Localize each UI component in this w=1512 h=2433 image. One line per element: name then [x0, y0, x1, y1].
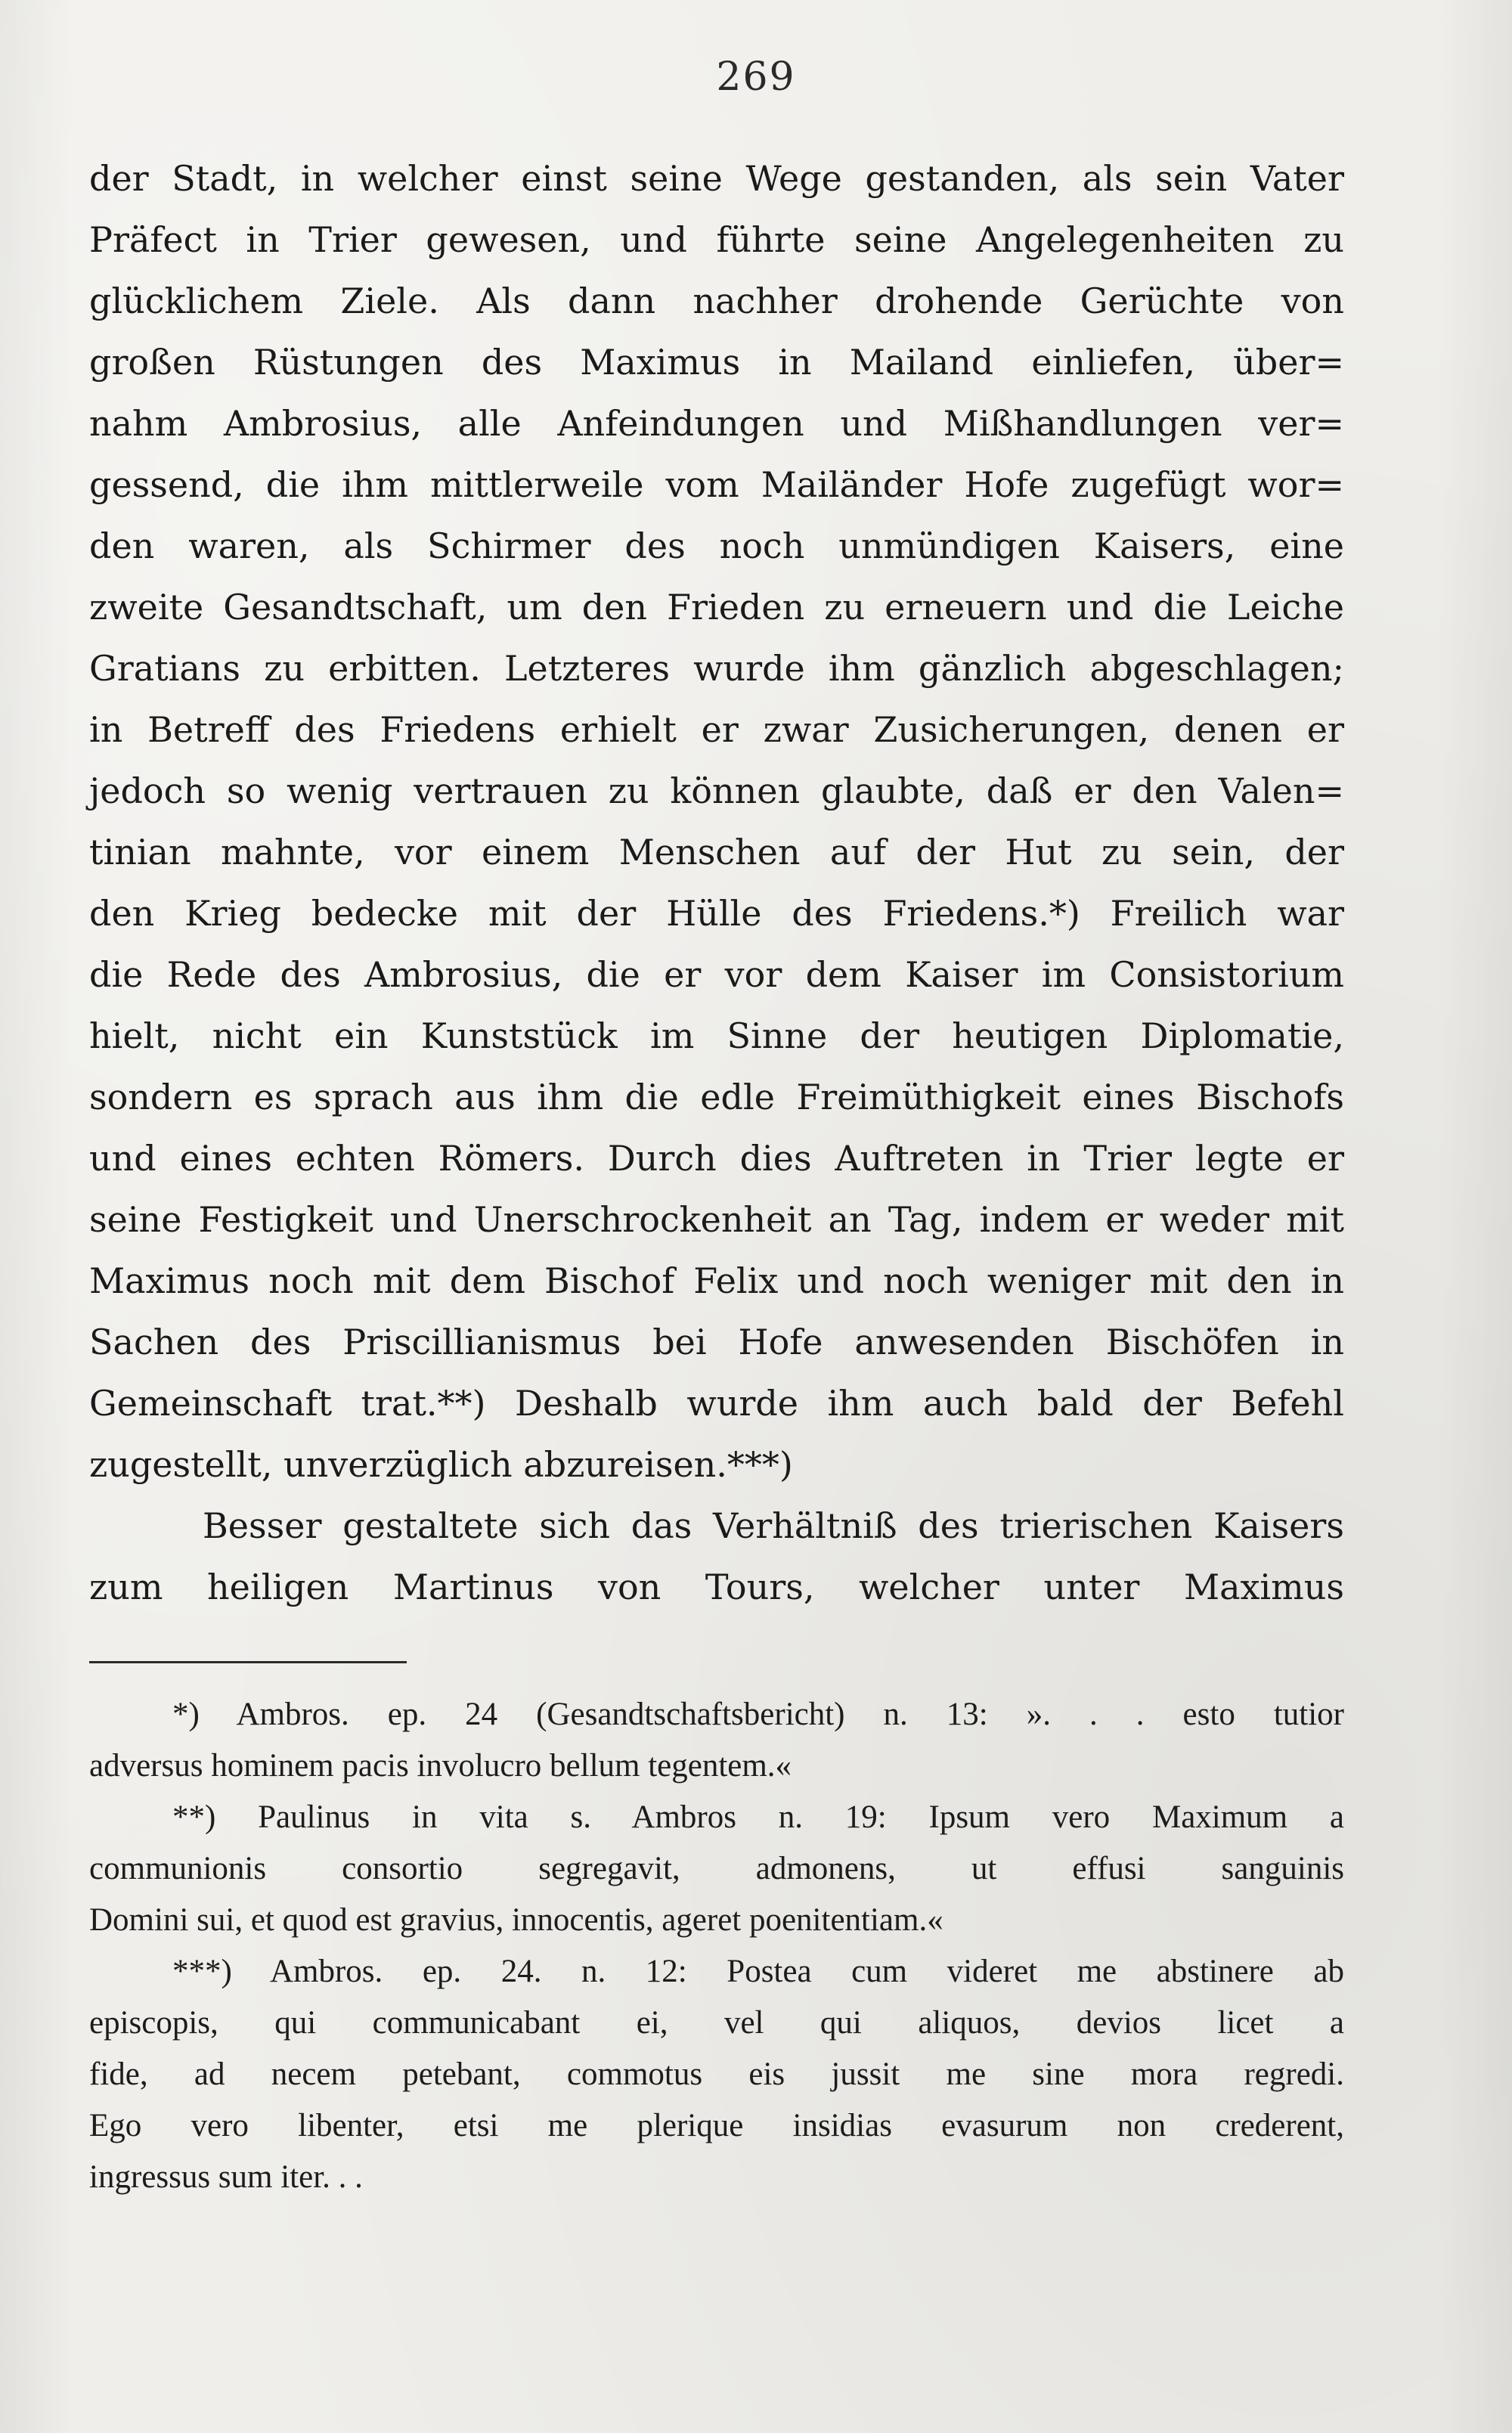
- text-line: Präfect in Trier gewesen, und führte seine Angelegenheiten zu: [89, 219, 1344, 260]
- footnote-line: **) Paulinus in vita s. Ambros n. 19: Ipsum vero Maximum a: [172, 1799, 1344, 1835]
- text-line: großen Rüstungen des Maximus in Mailand einliefen, über=: [89, 342, 1344, 383]
- paragraph-end-line: zugestellt, unverzüglich abzureisen.***): [89, 1444, 793, 1485]
- text-line: Maximus noch mit dem Bischof Felix und noch weniger mit den in: [89, 1260, 1344, 1301]
- footnote-line: episcopis, qui communicabant ei, vel qui aliquos, devios licet a: [89, 2005, 1344, 2041]
- footnote-line: fide, ad necem petebant, commotus eis jussit me sine mora regredi.: [89, 2056, 1344, 2092]
- footnote-divider: [89, 1661, 407, 1663]
- footnote-1: [89, 1689, 1344, 1792]
- text-line: Sachen des Priscillianismus bei Hofe anwesenden Bischöfen in: [89, 1322, 1344, 1362]
- footnote-line: adversus hominem pacis involucro bellum tegentem.«: [89, 1748, 792, 1784]
- text-line: tinian mahnte, vor einem Menschen auf der Hut zu sein, der: [89, 832, 1344, 872]
- text-line: sondern es sprach aus ihm die edle Freimüthigkeit eines Bischofs: [89, 1077, 1344, 1117]
- footnotes: [89, 1689, 1344, 2203]
- footnote-line: *) Ambros. ep. 24 (Gesandtschaftsbericht) n. 13: ». . . esto tutior: [172, 1697, 1344, 1732]
- text-line: zum heiligen Martinus von Tours, welcher unter Maximus: [89, 1567, 1344, 1607]
- footnote-line: communionis consortio segregavit, admonens, ut effusi sanguinis: [89, 1851, 1344, 1886]
- footnote-2: [89, 1792, 1344, 1946]
- paragraph-start-line: Besser gestaltete sich das Verhältniß des trierischen Kaisers: [203, 1505, 1344, 1546]
- text-line: hielt, nicht ein Kunststück im Sinne der heutigen Diplomatie,: [89, 1015, 1344, 1056]
- footnote-line: ingressus sum iter. . .: [89, 2159, 363, 2195]
- text-line: zweite Gesandtschaft, um den Frieden zu erneuern und die Leiche: [89, 587, 1344, 628]
- text-line: glücklichem Ziele. Als dann nachher drohende Gerüchte von: [89, 280, 1344, 321]
- text-line: gessend, die ihm mittlerweile vom Mailänder Hofe zugefügt wor=: [89, 464, 1344, 505]
- text-line: in Betreff des Friedens erhielt er zwar Zusicherungen, denen er: [89, 709, 1344, 750]
- footnote-line: Domini sui, et quod est gravius, innocentis, ageret poenitentiam.«: [89, 1902, 943, 1938]
- text-line: den waren, als Schirmer des noch unmündigen Kaisers, eine: [89, 525, 1344, 566]
- footnote-line: ***) Ambros. ep. 24. n. 12: Postea cum videret me abstinere ab: [172, 1954, 1344, 1989]
- text-line: nahm Ambrosius, alle Anfeindungen und Mißhandlungen ver=: [89, 403, 1344, 444]
- text-line: jedoch so wenig vertrauen zu können glaubte, daß er den Valen=: [89, 770, 1344, 811]
- footnote-line: Ego vero libenter, etsi me plerique insidias evasurum non crederent,: [89, 2108, 1344, 2143]
- text-line: Gratians zu erbitten. Letzteres wurde ihm gänzlich abgeschlagen;: [89, 648, 1344, 689]
- text-line: der Stadt, in welcher einst seine Wege gestanden, als sein Vater: [89, 158, 1344, 199]
- page-number: 269: [716, 54, 796, 100]
- text-line: Gemeinschaft trat.**) Deshalb wurde ihm auch bald der Befehl: [89, 1383, 1344, 1424]
- footnote-3: [89, 1946, 1344, 2203]
- text-line: seine Festigkeit und Unerschrockenheit an Tag, indem er weder mit: [89, 1199, 1344, 1240]
- text-line: die Rede des Ambrosius, die er vor dem Kaiser im Consistorium: [89, 954, 1344, 995]
- main-text: [89, 148, 1344, 1618]
- text-line: und eines echten Römers. Durch dies Auftreten in Trier legte er: [89, 1138, 1344, 1179]
- text-line: den Krieg bedecke mit der Hülle des Friedens.*) Freilich war: [89, 893, 1344, 934]
